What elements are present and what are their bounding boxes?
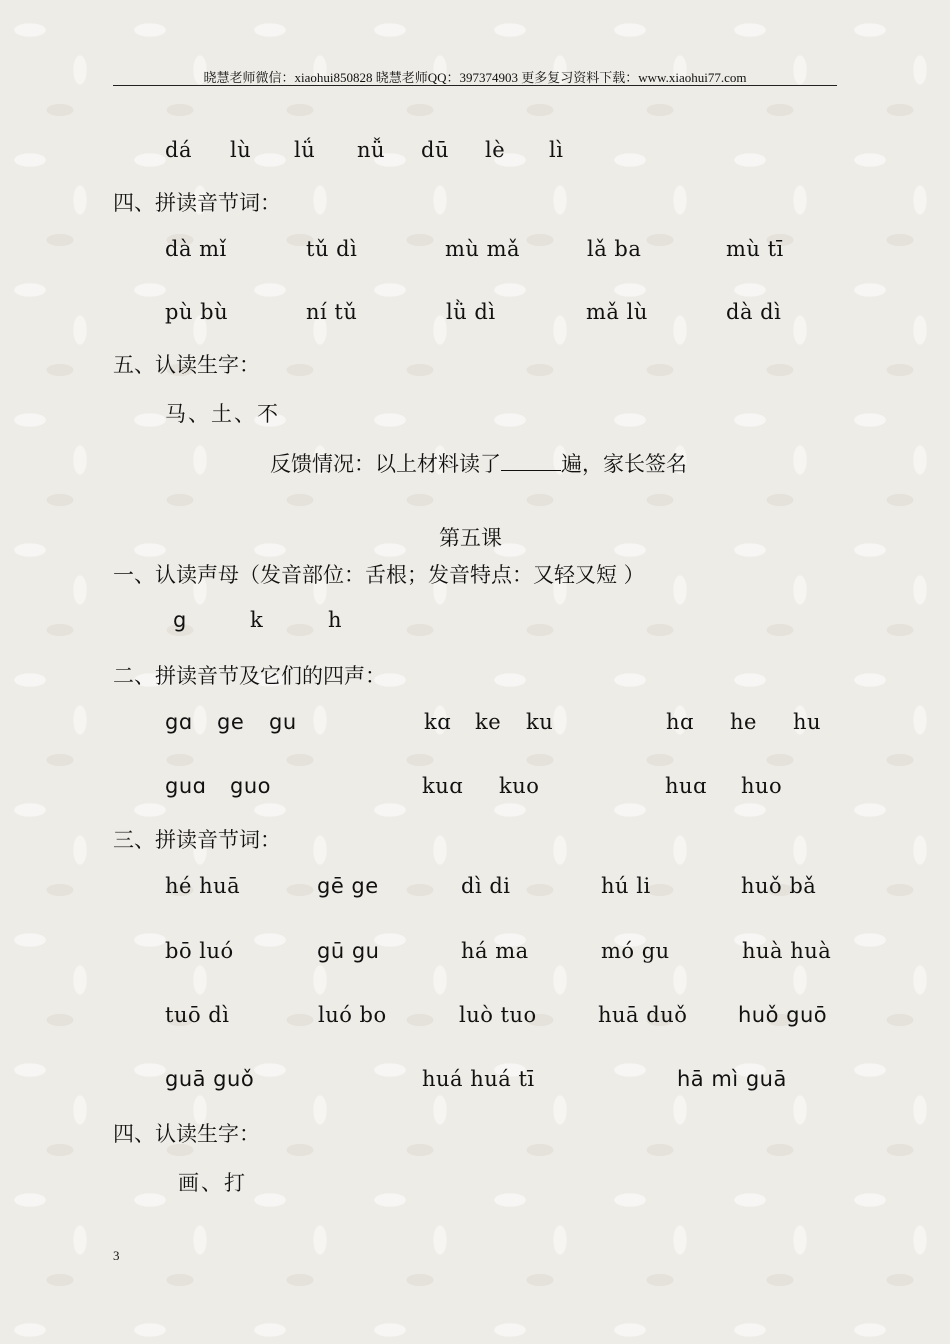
section-heading: 二、拼读音节及它们的四声： bbox=[113, 664, 386, 688]
section-heading: 四、拼读音节词： bbox=[113, 191, 281, 215]
word: hā mì guā bbox=[677, 1067, 787, 1091]
word: ní tǔ bbox=[306, 300, 358, 324]
word: huà huà bbox=[742, 939, 832, 963]
characters: 马、土、不 bbox=[165, 402, 280, 426]
word: tǔ dì bbox=[306, 237, 358, 261]
word: hé huā bbox=[165, 874, 241, 898]
syllable: kuo bbox=[499, 774, 540, 798]
syllable: dū bbox=[421, 138, 449, 162]
feedback-text: 反馈情况：以上材料读了 bbox=[270, 452, 501, 476]
word: lǜ dì bbox=[446, 300, 496, 324]
section-heading: 一、认读声母（发音部位：舌根；发音特点：又轻又短 ） bbox=[113, 563, 645, 587]
syllable: lì bbox=[549, 138, 564, 162]
word: dà dì bbox=[726, 300, 782, 324]
word: huǒ guō bbox=[738, 1003, 828, 1027]
word: lǎ ba bbox=[587, 237, 642, 261]
word: luò tuo bbox=[459, 1003, 537, 1027]
syllable: he bbox=[730, 710, 757, 734]
feedback-line bbox=[270, 448, 687, 478]
initial-letter: k bbox=[250, 608, 264, 632]
word: mù mǎ bbox=[445, 237, 521, 261]
word: hú li bbox=[601, 874, 651, 898]
feedback-text-end: 遍，家长签名 bbox=[561, 452, 687, 476]
syllable: ke bbox=[475, 710, 502, 734]
word: guā guǒ bbox=[165, 1067, 255, 1091]
section-heading: 五、认读生字： bbox=[113, 353, 260, 377]
syllable: gu bbox=[269, 710, 297, 734]
word: luó bo bbox=[318, 1003, 387, 1027]
syllable: guo bbox=[230, 774, 271, 798]
word: bō luó bbox=[165, 939, 234, 963]
section-heading: 三、拼读音节词： bbox=[113, 828, 281, 852]
word: mó gu bbox=[601, 939, 670, 963]
page-header: 晓慧老师微信：xiaohui850828 晓慧老师QQ：397374903 更多复习资料下载：www.xiaohui77.com bbox=[203, 70, 747, 85]
syllable: dá bbox=[165, 138, 192, 162]
syllable: kɑ bbox=[424, 710, 452, 734]
times-blank[interactable] bbox=[501, 452, 561, 471]
word: gē ge bbox=[317, 874, 379, 898]
syllable: lǘ bbox=[294, 138, 316, 162]
syllable: huo bbox=[741, 774, 783, 798]
section-heading: 四、认读生字： bbox=[113, 1122, 260, 1146]
syllable: hɑ bbox=[666, 710, 694, 734]
syllable: hu bbox=[793, 710, 822, 734]
page-number: 3 bbox=[113, 1248, 120, 1263]
syllable: guɑ bbox=[165, 774, 207, 798]
word: tuō dì bbox=[165, 1003, 230, 1027]
initial-letter: h bbox=[328, 608, 343, 632]
syllable: ku bbox=[526, 710, 554, 734]
syllable: kuɑ bbox=[422, 774, 464, 798]
syllable: lù bbox=[230, 138, 252, 162]
syllable: nǚ bbox=[357, 138, 386, 162]
word: há ma bbox=[461, 939, 529, 963]
initial-letter: g bbox=[173, 608, 187, 632]
word: mù tī bbox=[726, 237, 784, 261]
word: huǒ bǎ bbox=[741, 874, 817, 898]
word: huá huá tī bbox=[422, 1067, 535, 1091]
word: dì di bbox=[461, 874, 511, 898]
word: huā duǒ bbox=[598, 1003, 688, 1027]
syllable: ge bbox=[217, 710, 245, 734]
syllable: huɑ bbox=[665, 774, 707, 798]
word: gū gu bbox=[317, 939, 380, 963]
header-rule bbox=[113, 85, 837, 86]
word: dà mǐ bbox=[165, 237, 227, 261]
lesson-title: 第五课 bbox=[439, 526, 502, 550]
word: pù bù bbox=[165, 300, 229, 324]
syllable: lè bbox=[485, 138, 506, 162]
word: mǎ lù bbox=[586, 300, 648, 324]
syllable: gɑ bbox=[165, 710, 193, 734]
characters: 画、打 bbox=[178, 1171, 247, 1195]
